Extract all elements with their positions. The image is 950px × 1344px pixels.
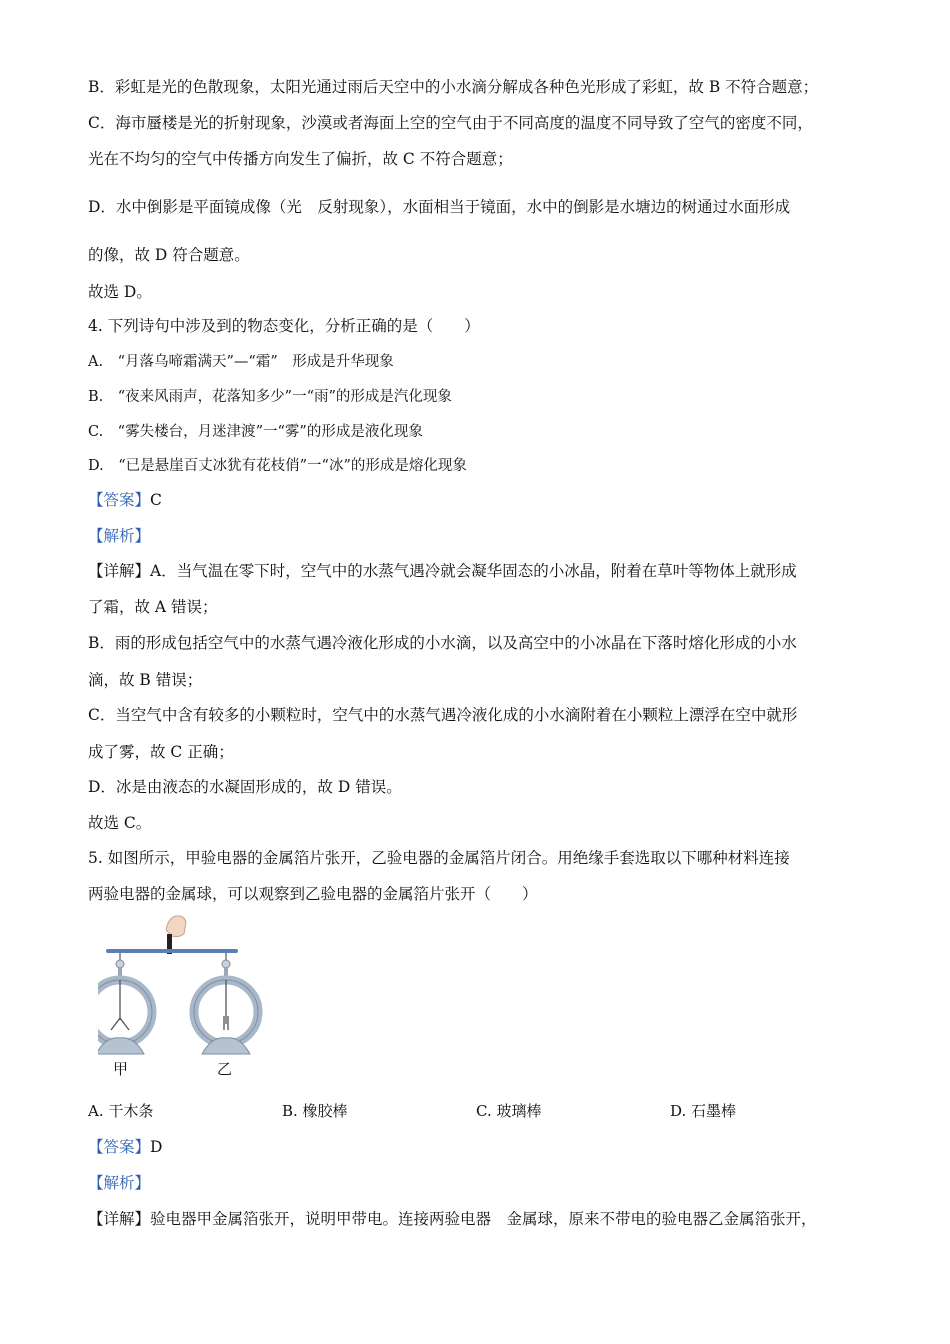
q4-option-d: D. “已是悬崖百丈冰犹有花枝俏”一“冰”的形成是熔化现象 [88,458,467,474]
q5-option-d: D. 石墨棒 [670,1102,737,1120]
detail-tag: 【详解】 [88,562,151,580]
q4-detail-line: B．雨的形成包括空气中的水蒸气遇冷液化形成的小水滴，以及高空中的小冰晶在下落时熔化形成的小水 [88,634,797,652]
detail-tag: 【详解】 [88,1210,151,1228]
q4-option-a: A. “月落乌啼霜满天”—“霜” 形成是升华现象 [88,354,394,370]
text-line: 故选 D。 [88,283,152,301]
question-5-stem: 两验电器的金属球，可以观察到乙验电器的金属箔片张开（ ） [88,885,538,903]
electroscope-figure [98,912,268,1082]
text-line: B．彩虹是光的色散现象，太阳光通过雨后天空中的小水滴分解成各种色光形成了彩虹，故 B 不符合题意； [88,78,819,96]
answer-tag: 【答案】 [88,491,151,509]
q4-option-b: B. “夜来风雨声，花落知多少”一“雨”的形成是汽化现象 [88,389,452,405]
q5-option-b: B. 橡胶棒 [282,1102,348,1120]
q4-detail-line: 了霜，故 A 错误； [88,598,218,616]
question-4-stem: 4. 下列诗句中涉及到的物态变化，分析正确的是（ ） [88,317,480,335]
q4-detail-line [88,561,797,581]
q5-option-c: C. 玻璃棒 [476,1102,542,1120]
question-5-stem: 5. 如图所示，甲验电器的金属箔片张开，乙验电器的金属箔片闭合。用绝缘手套选取以下哪种材料连接 [88,849,790,867]
analysis-tag: 【解析】 [88,527,151,545]
answer-tag: 【答案】 [88,1138,151,1156]
q5-analysis-tag [88,1173,150,1193]
figure-label-yi: 乙 [217,1060,233,1078]
q4-detail-line: C．当空气中含有较多的小颗粒时，空气中的水蒸气遇冷液化成的小水滴附着在小颗粒上漂浮在空中就形 [88,706,798,724]
q4-detail-line: D．冰是由液态的水凝固形成的，故 D 错误。 [88,778,402,796]
text-line: 光在不均匀的空气中传播方向发生了偏折，故 C 不符合题意； [88,150,513,168]
detail-text: A．当气温在零下时，空气中的水蒸气遇冷就会凝华固态的小冰晶，附着在草叶等物体上就形成 [150,562,797,580]
figure-label-jia: 甲 [113,1060,129,1078]
q4-detail-line: 故选 C。 [88,814,152,832]
q5-option-a: A. 干木条 [88,1102,154,1120]
text-line: C．海市蜃楼是光的折射现象，沙漠或者海面上空的空气由于不同高度的温度不同导致了空气的密度不同， [88,114,813,132]
electroscope-illustration [98,912,268,1082]
q5-answer [88,1137,162,1157]
answer-value: C [150,491,162,509]
q4-detail-line: 成了雾，故 C 正确； [88,743,234,761]
answer-value: D [150,1138,163,1156]
q4-option-c: C. “雾失楼台，月迷津渡”一“雾”的形成是液化现象 [88,424,423,440]
q5-detail-line [88,1209,817,1229]
q4-answer [88,490,162,510]
detail-text: 验电器甲金属箔张开，说明甲带电。连接两验电器 金属球，原来不带电的验电器乙金属箔张开， [150,1210,817,1228]
text-line: 的像，故 D 符合题意。 [88,246,250,264]
q4-detail-line: 滴，故 B 错误； [88,671,203,689]
text-line: D．水中倒影是平面镜成像（光 反射现象），水面相当于镜面，水中的倒影是水塘边的树通过水面形成 [88,198,791,216]
q4-analysis-tag [88,526,150,546]
analysis-tag: 【解析】 [88,1174,151,1192]
